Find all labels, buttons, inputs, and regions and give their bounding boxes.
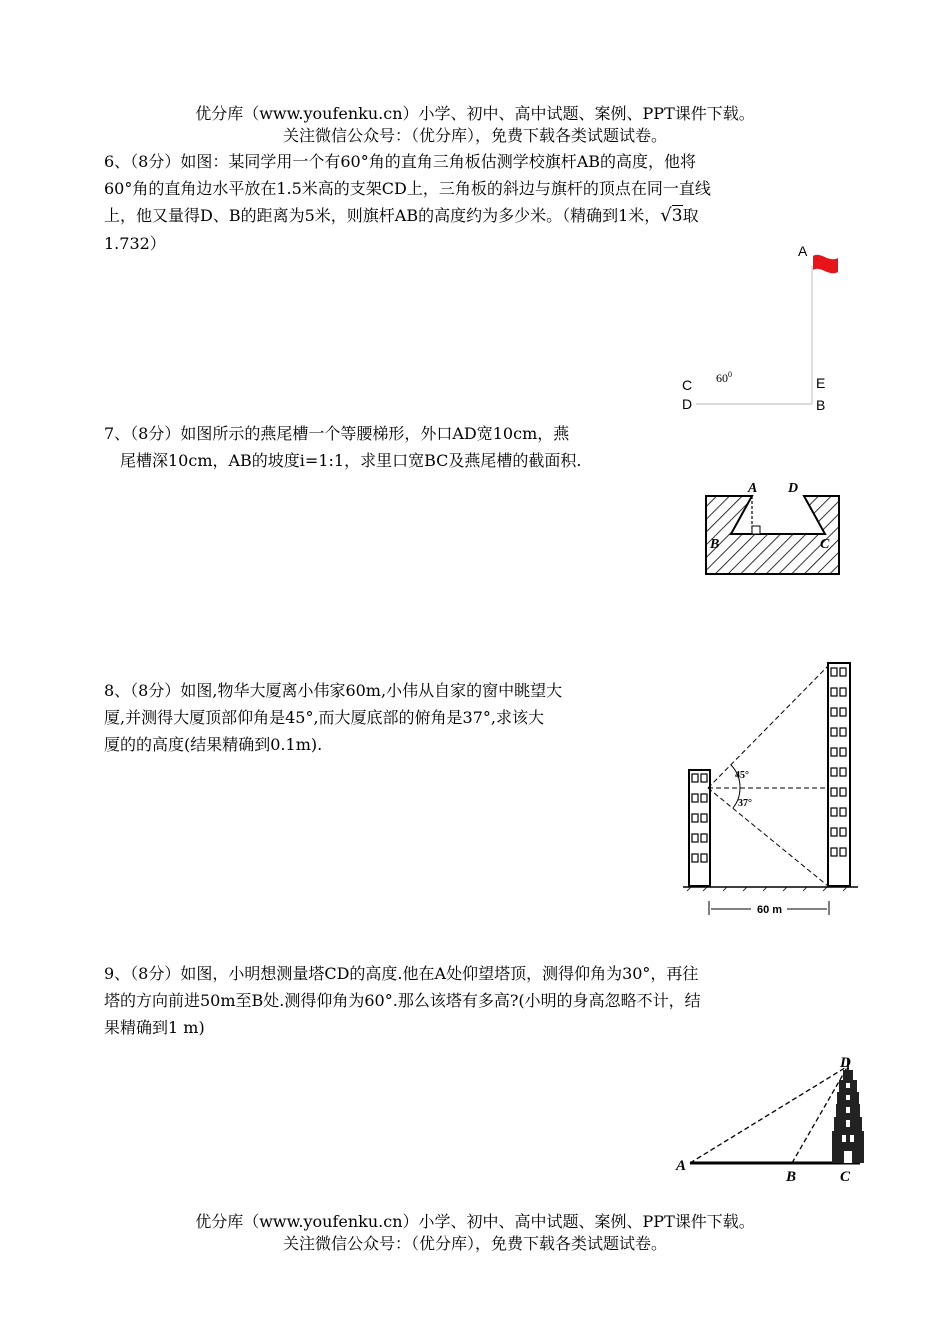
q7-figure [698,476,848,581]
footer-line-2: 关注微信公众号：（优分库），免费下载各类试题试卷。 [282,1234,667,1253]
angle-37-label: 37° [738,798,752,809]
label-A: A [676,1158,687,1174]
label-B: B [786,1169,797,1185]
q6-figure [676,238,846,418]
question-9 [104,960,849,1041]
label-C: C [820,537,830,552]
label-C: C [840,1169,851,1185]
header-line-1: 优分库（www.youfenku.cn）小学、初中、高中试题、案例、PPT课件下载。 [195,104,755,123]
q6-line-3-tail: 取 [682,206,699,225]
label-A: A [798,243,808,259]
question-7 [104,420,664,474]
q8-line-3: 厦的的高度(结果精确到0.1m). [104,735,323,754]
flag-icon [813,255,838,273]
distance-label: 60 m [757,904,783,916]
angle-45-label: 45° [735,770,749,781]
sqrt-radicand: 3 [671,206,683,226]
label-C: C [682,377,693,393]
q9-line-2: 塔的方向前进50m至B处.测得仰角为60°.那么该塔有多高?(小明的身高忽略不计，结 [104,991,701,1010]
q6-line-1: 6、（8分）如图：某同学用一个有60°角的直角三角板估测学校旗杆AB的高度，他将 [104,152,697,171]
label-B: B [816,397,826,413]
q7-line-1: 7、（8分）如图所示的燕尾槽一个等腰梯形，外口AD宽10cm，燕 [104,424,570,443]
q6-line-4: 1.732） [104,234,166,253]
page-footer [0,1211,950,1255]
header-line-2: 关注微信公众号：（优分库），免费下载各类试题试卷。 [282,126,667,145]
q6-line-2: 60°角的直角边水平放在1.5米高的支架CD上，三角板的斜边与旗杆的顶点在同一直线 [104,179,711,198]
right-angle-mark [752,526,760,534]
depression-sightline [708,788,828,886]
label-E: E [816,375,826,391]
label-D: D [840,1055,851,1071]
q9-line-1: 9、（8分）如图，小明想测量塔CD的高度.他在A处仰望塔顶，测得仰角为30°，再往 [104,964,699,983]
q9-figure [672,1050,867,1185]
angle-label: $60^0$ [716,370,732,385]
footer-line-1: 优分库（www.youfenku.cn）小学、初中、高中试题、案例、PPT课件下载。 [195,1212,755,1231]
sqrt-symbol: √ [660,205,672,226]
small-building [689,770,710,886]
q6-line-3-text: 上，他又量得D、B的距离为5米，则旗杆AB的高度约为多少米。（精确到1米， [104,206,661,225]
sightline-from-A [690,1066,848,1163]
q8-line-1: 8、（8分）如图,物华大厦离小伟家60m,小伟从自家的窗中眺望大 [104,681,563,700]
pagoda-icon [832,1058,864,1163]
page-header [0,103,950,147]
q9-line-3: 果精确到1 m) [104,1018,205,1037]
label-B: B [710,537,720,552]
question-8 [104,677,674,758]
label-D: D [788,481,799,496]
label-D: D [682,396,693,412]
elevation-sightline [708,666,828,788]
q7-line-2: 尾槽深10cm，AB的坡度i=1:1，求里口宽BC及燕尾槽的截面积. [120,451,582,470]
hatched-block [706,496,839,574]
q8-figure [683,658,858,923]
label-A: A [748,481,758,496]
q8-line-2: 厦,并测得大厦顶部仰角是45°,而大厦底部的俯角是37°,求该大 [104,708,544,727]
q6-line-3 [104,202,849,230]
